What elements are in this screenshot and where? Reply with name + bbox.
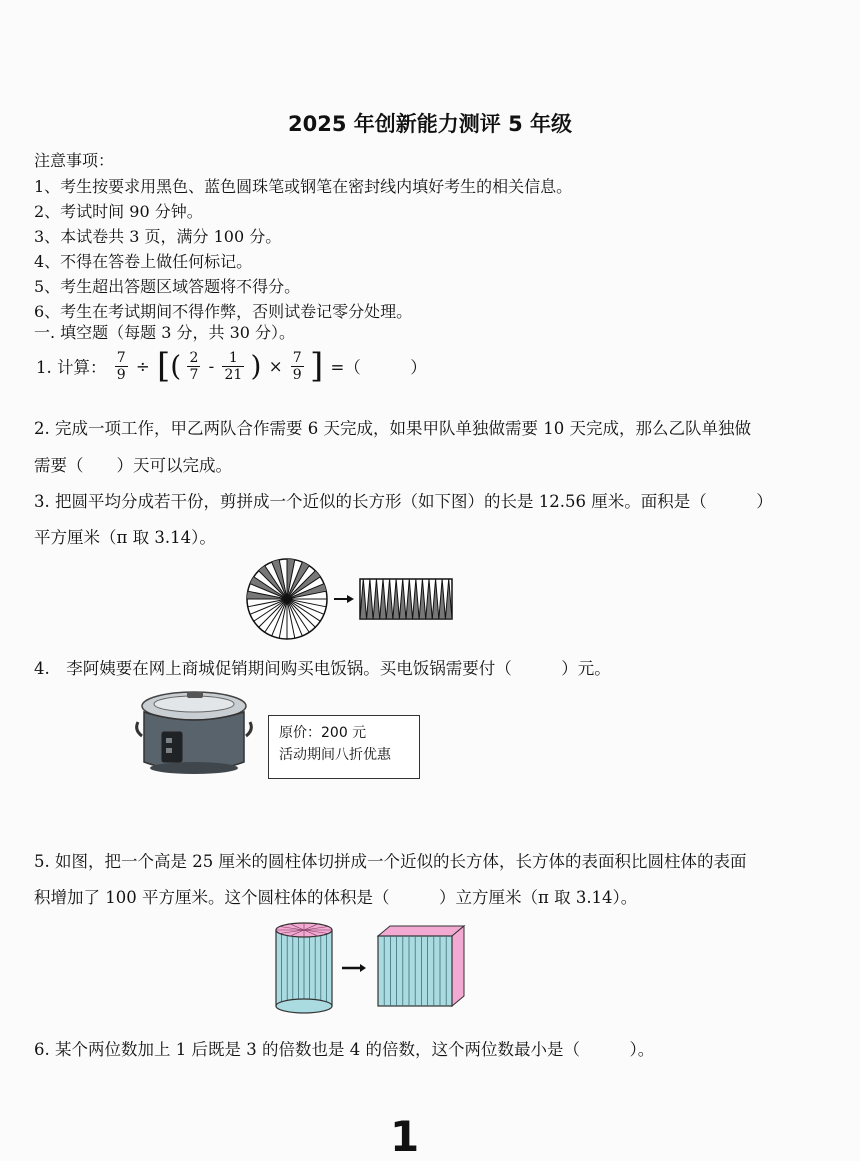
fraction xyxy=(222,350,244,383)
original-price: 原价：200 元 xyxy=(279,725,367,741)
cuboid-icon xyxy=(378,926,464,1006)
fraction xyxy=(187,350,200,383)
minus-sign: - xyxy=(208,356,215,376)
times-sign: × xyxy=(268,356,283,376)
notice-heading: 注意事项： xyxy=(34,151,115,170)
numerator: 1 xyxy=(222,350,244,367)
notice-item: 3、本试卷共 3 页，满分 100 分。 xyxy=(34,227,282,246)
page-number: 1 xyxy=(390,1112,420,1161)
rice-cooker-icon xyxy=(132,684,256,784)
notice-item: 5、考生超出答题区域答题将不得分。 xyxy=(34,277,301,296)
numerator: 7 xyxy=(116,349,126,366)
approx-rectangle-icon xyxy=(360,579,452,619)
denominator: 7 xyxy=(189,366,199,383)
price-box xyxy=(268,715,420,779)
arrow-icon xyxy=(334,595,354,603)
circle-to-rectangle-figure xyxy=(244,556,464,646)
numerator: 2 xyxy=(189,349,199,366)
denominator: 9 xyxy=(292,366,302,383)
fraction xyxy=(291,350,304,383)
question-6-line-1: 6. 某个两位数加上 1 后既是 3 的倍数也是 4 的倍数，这个两位数最小是（ ）。 xyxy=(34,1040,655,1059)
left-paren: ( xyxy=(170,349,182,383)
promotion-text: 活动期间八折优惠 xyxy=(279,747,391,763)
notice-item: 2、考试时间 90 分钟。 xyxy=(34,202,203,221)
right-bracket: ] xyxy=(309,346,324,386)
question-5-line-2: 积增加了 100 平方厘米。这个圆柱体的体积是（ ）立方厘米（π 取 3.14）。 xyxy=(34,888,638,907)
divide-sign: ÷ xyxy=(135,356,150,376)
question-1 xyxy=(34,346,429,386)
question-2-line-1: 2. 完成一项工作，甲乙两队合作需要 6 天完成，如果甲队单独做需要 10 天完成，那么乙队单独做 xyxy=(34,419,751,438)
denominator: 9 xyxy=(116,366,126,383)
question-4-line-1: 4. 李阿姨要在网上商城促销期间购买电饭锅。买电饭锅需要付（ ）元。 xyxy=(34,659,611,678)
answer-blank: =（ ） xyxy=(330,358,427,377)
notice-item: 4、不得在答卷上做任何标记。 xyxy=(34,252,253,271)
denominator: 21 xyxy=(224,366,243,383)
left-bracket: [ xyxy=(157,346,171,386)
cylinder-icon xyxy=(276,923,332,1013)
arrow-icon xyxy=(342,964,366,972)
question-3-line-2: 平方厘米（π 取 3.14）。 xyxy=(34,528,216,547)
fraction xyxy=(115,350,128,383)
sliced-circle-icon xyxy=(247,559,327,639)
numerator: 7 xyxy=(292,349,302,366)
notice-item: 1、考生按要求用黑色、蓝色圆珠笔或钢笔在密封线内填好考生的相关信息。 xyxy=(34,177,573,196)
question-2-line-2: 需要（ ）天可以完成。 xyxy=(34,456,232,475)
question-5-line-1: 5. 如图，把一个高是 25 厘米的圆柱体切拼成一个近似的长方体，长方体的表面积比圆柱体的表面 xyxy=(34,852,747,871)
notice-item: 6、考生在考试期间不得作弊，否则试卷记零分处理。 xyxy=(34,302,413,321)
cylinder-to-cuboid-figure xyxy=(266,920,476,1016)
question-3-line-1: 3. 把圆平均分成若干份，剪拼成一个近似的长方形（如下图）的长是 12.56 厘米。面积是（ ） xyxy=(34,492,773,511)
right-paren: ) xyxy=(250,349,262,383)
page-title: 2025 年创新能力测评 5 年级 xyxy=(288,112,572,136)
q1-prefix: 1. 计算： xyxy=(36,358,107,377)
section-heading: 一. 填空题（每题 3 分，共 30 分）。 xyxy=(34,323,296,342)
